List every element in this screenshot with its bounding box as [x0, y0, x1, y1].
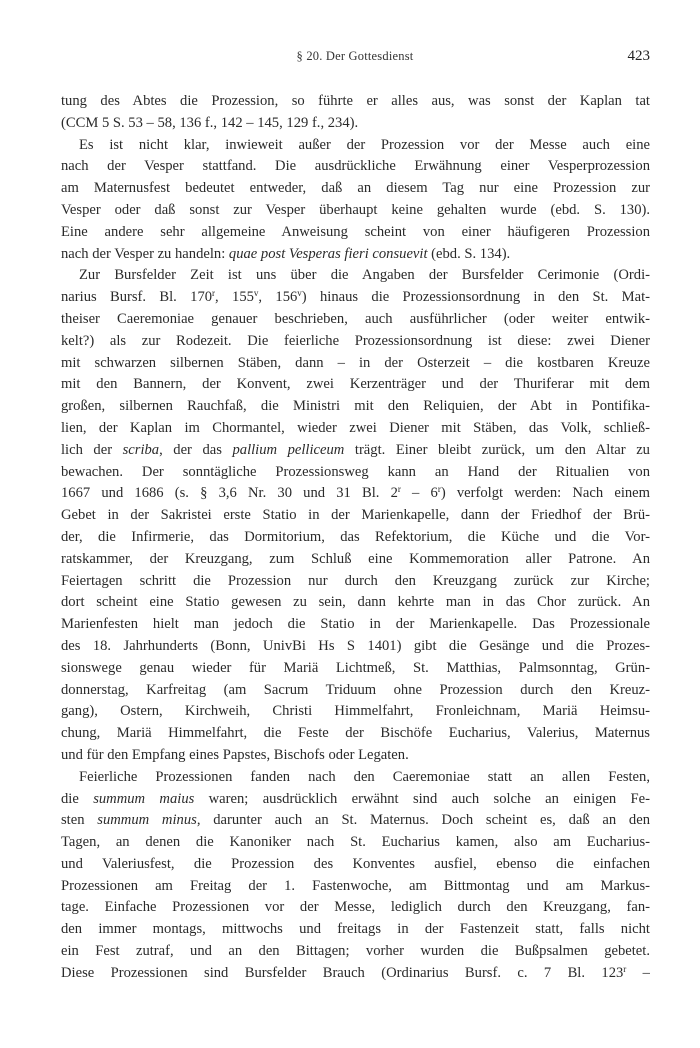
text-line: theiser Caeremoniae genauer beschrieben, auch ausführlicher (oder weiter entwik-	[61, 310, 650, 327]
italic-term: pallium pelliceum	[232, 441, 345, 458]
text-line	[61, 810, 650, 832]
text-run: die	[61, 790, 94, 807]
text-line	[61, 963, 650, 985]
text-line: donnerstag, Karfreitag (am Sacrum Triduum ohne Prozession durch den Kreuz-	[61, 681, 650, 698]
superscript: v	[297, 288, 302, 299]
text-line: Marienfesten hielt man jedoch die Statio in der Marienkapelle. Das Prozessionale	[61, 616, 650, 633]
text-line: Zur Bursfelder Zeit ist uns über die Angaben der Bursfelder Cerimonie (Ordi-	[79, 267, 650, 284]
text-line: großen, silbernen Rauchfaß, die Ministri mit den Reliquien, der Abt in Pontifika-	[61, 398, 650, 415]
superscript: r	[623, 963, 627, 974]
page-number: 423	[627, 48, 650, 64]
text-line: Tagen, an denen die Kanoniker nach St. Eucharius kamen, also am Eucharius-	[61, 834, 650, 851]
text-line: bewachen. Der sonntägliche Prozessionsweg kann an Hand der Ritualien von	[61, 463, 650, 480]
text-run: , der das	[159, 441, 233, 458]
superscript: v	[253, 288, 259, 299]
text-line	[61, 287, 650, 309]
text-run: (ebd. S. 134).	[427, 245, 511, 262]
text-line	[61, 483, 650, 505]
text-line: gang), Ostern, Kirchweih, Christi Himmelfahrt, Fronleichnam, Mariä Heimsu-	[61, 703, 650, 720]
text-run: , 155	[215, 289, 254, 306]
text-line: tage. Einfache Prozessionen vor der Messe, lediglich durch den Kreuzgang, fan-	[61, 899, 650, 916]
text-run: , 156	[258, 289, 298, 306]
page-header	[60, 49, 650, 71]
body-text	[61, 91, 650, 985]
text-run: ) verfolgt werden: Nach einem	[440, 485, 650, 502]
italic-term: quae post Vesperas fieri consuevit	[228, 245, 428, 262]
text-run: Diese Prozessionen sind Bursfelder Brauch (Ordinarius Bursf. c. 7 Bl. 123	[61, 964, 624, 981]
text-line: und für den Empfang eines Papstes, Bischofs oder Legaten.	[61, 746, 409, 763]
text-line: mit den Bannern, der Konvent, zwei Kerzenträger und der Thuriferar mit dem	[61, 376, 650, 393]
text-line: des 18. Jahrhunderts (Bonn, UnivBi Hs S 1401) gibt die Gesänge und die Prozes-	[61, 637, 650, 654]
text-run: 1667 und 1686 (s. § 3,6 Nr. 30 und 31 Bl. 2	[61, 485, 398, 502]
text-line: der, die Infirmerie, das Dormitorium, das Refektorium, die Küche und die Vor-	[61, 528, 650, 545]
text-line: Gebet in der Sakristei erste Statio in der Marienkapelle, dann der Friedhof der Brü-	[61, 507, 650, 524]
italic-term: summum maius	[93, 790, 195, 807]
running-title: § 20. Der Gottesdienst	[296, 49, 414, 63]
text-line: nach der Vesper stattfand. Die ausdrückliche Erwähnung einer Vesperprozession	[61, 158, 650, 175]
text-line: am Maternusfest bedeutet entweder, daß an diesem Tag nur eine Prozession zur	[61, 180, 650, 197]
superscript: r	[212, 288, 216, 299]
text-run: trägt. Einer bleibt zurück, um den Altar zu	[344, 441, 650, 458]
text-line	[61, 440, 650, 462]
superscript: r	[397, 484, 401, 495]
text-line: kelt?) als zur Rodezeit. Die feierliche Prozessionsordnung ist diese: zwei Diener	[61, 332, 650, 349]
text-line: ein Fest zutraf, und an den Bittagen; vorher wurden die Bußpsalmen gebetet.	[61, 943, 650, 960]
text-run: lich der	[61, 441, 123, 458]
text-line: Feiertagen schritt die Prozession nur durch den Kreuzgang zurück zur Kirche;	[61, 572, 650, 589]
text-line: Eine andere sehr allgemeine Anweisung scheint von einer häufigeren Prozession	[61, 223, 650, 240]
text-line: Es ist nicht klar, inwieweit außer der Prozession vor der Messe auch eine	[79, 136, 650, 153]
text-line: Feierliche Prozessionen fanden nach den Caeremoniae statt an allen Festen,	[79, 768, 650, 785]
text-line: tung des Abtes die Prozession, so führte er alles aus, was sonst der Kaplan tat	[61, 93, 650, 109]
text-run: waren; ausdrücklich erwähnt sind auch solche an einigen Fe-	[194, 790, 650, 807]
text-line: ratskammer, der Kreuzgang, zum Schluß eine Kommemoration aller Patrone. An	[61, 550, 650, 567]
text-run: – 6	[400, 485, 438, 502]
text-line: lien, der Kaplan im Chormantel, wieder zwei Diener mit Stäben, das Volk, schließ-	[61, 419, 650, 436]
italic-term: scriba	[122, 441, 160, 458]
text-line: (CCM 5 S. 53 – 58, 136 f., 142 – 145, 129 f., 234).	[61, 114, 359, 131]
text-line: sionswege genau wieder für Mariä Lichtmeß, St. Matthias, Palmsonntag, Grün-	[61, 659, 650, 676]
text-run: ) hinaus die Prozessionsordnung in den St. Mat-	[301, 289, 650, 306]
text-line: und Valeriusfest, die Prozession des Konventes ausfiel, ebenso die einfachen	[61, 855, 650, 872]
text-line	[61, 244, 650, 266]
text-run: narius Bursf. Bl. 170	[61, 289, 213, 306]
text-run: , darunter auch an St. Maternus. Doch scheint es, daß an den	[196, 812, 650, 829]
text-line: den immer montags, mittwochs und freitags in der Fastenzeit statt, falls nicht	[61, 921, 650, 938]
italic-term: summum minus	[97, 812, 197, 829]
text-run: sten	[61, 812, 98, 829]
text-run: nach der Vesper zu handeln:	[61, 245, 229, 262]
text-line: chung, Mariä Himmelfahrt, die Feste der Bischöfe Eucharius, Valerius, Maternus	[61, 725, 650, 742]
text-line	[61, 789, 650, 811]
text-run: –	[626, 964, 650, 981]
superscript: r	[437, 484, 441, 495]
text-line: Prozessionen am Freitag der 1. Fastenwoche, am Bittmontag und am Markus-	[61, 877, 650, 894]
text-line: dort scheint eine Statio gewesen zu sein, dann kehrte man in das Chor zurück. An	[61, 594, 650, 611]
text-line: mit schwarzen silbernen Stäben, dann – in der Osterzeit – die kostbaren Kreuze	[61, 354, 650, 371]
text-line: Vesper oder daß sonst zur Vesper überhaupt keine gehalten wurde (ebd. S. 130).	[61, 201, 650, 218]
